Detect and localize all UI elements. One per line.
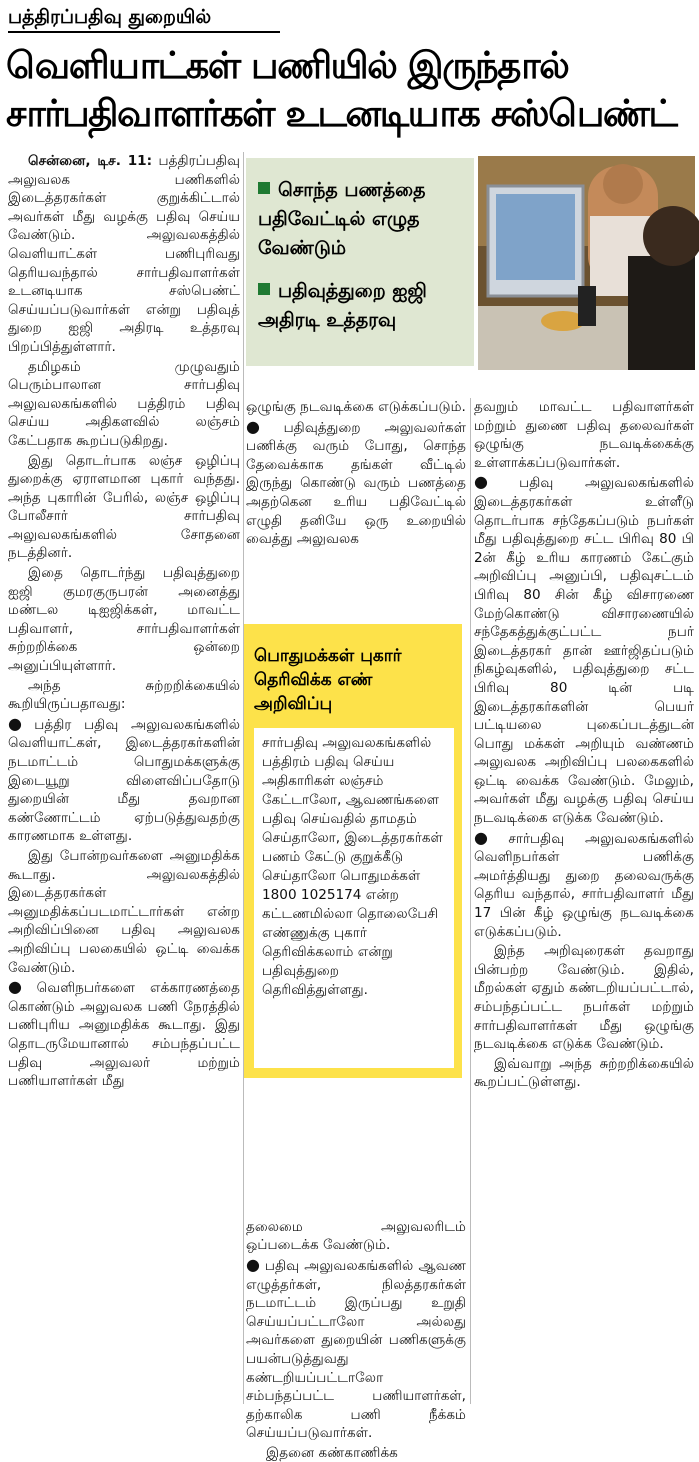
section-kicker: பத்திரப்பதிவு துறையில் <box>8 3 280 33</box>
paragraph-text: பத்திரப்பதிவு அலுவலக பணிகளில் இடைத்தரகர்கள் குறுக்கிட்டால் அவர்கள் மீது வழக்கு பதிவு செய்ய வேண்டும். அலுவலகத்தில் வெளியாட்கள் பணிபுரிவது தெரியவந்தால் சார்பதிவாளர்கள் உடனடியாக சஸ்பெண்ட் செய்யப்படுவார்கள் என்று பதிவுத் துறை ஐஜி அதிரடி உத்தரவு பிறப்பித்துள்ளார். <box>8 153 240 355</box>
paragraph-text: இது தொடர்பாக லஞ்ச ஒழிப்பு துறைக்கு ஏராளமான புகார் வந்தது. அந்த புகாரின் பேரில், லஞ்ச ஒழிப்பு போலீசார் சார்பதிவு அலுவலகங்களில் சோதனை நடத்தினர். <box>8 452 240 562</box>
paragraph-text: தமிழகம் முழுவதும் பெரும்பாலான சார்பதிவு அலுவலகங்களில் பத்திரம் பதிவு செய்ய அதிகளவில் லஞ்சம் கேட்பதாக கூறப்படுகிறது. <box>8 358 240 449</box>
bullet-icon: ● <box>246 1254 261 1274</box>
paragraph-text: தவறும் மாவட்ட பதிவாளர்கள் மற்றும் துணை பதிவு தலைவர்கள் ஒழுங்கு நடவடிக்கைக்கு உள்ளாக்கப்படுவார்கள். <box>474 399 694 471</box>
paragraph <box>8 358 240 451</box>
complaint-number-box <box>244 624 462 1078</box>
paragraph <box>474 398 694 472</box>
paragraph-text: பதிவுத்துறை அலுவலர்கள் பணிக்கு வரும் போது, சொந்த தேவைக்காக தங்கள் வீட்டில் இருந்து கொண்டு வரும் பணத்தை அதற்கென உரிய பதிவேட்டில் எழுதி தனியே ஒரு உறையில் வைத்து அலுவலக <box>246 419 466 548</box>
bullet-icon: ● <box>246 416 280 436</box>
paragraph <box>8 715 240 846</box>
paragraph-text: சார்பதிவு அலுவலகங்களில் வெளிநபர்கள் பணிக்கு அமர்த்தியது துறை தலைவருக்கு தெரிய வந்தால், சார்பதிவாளர் மீது 17 பின் கீழ் ஒழுங்கு நடவடிக்கை எடுக்கப்படும். <box>474 830 694 940</box>
highlight-text: பதிவுத்துறை ஐஜி அதிரடி உத்தரவு <box>258 280 427 331</box>
paragraph-text: இவ்வாறு அந்த சுற்றறிக்கையில் கூறப்பட்டுள்ளது. <box>474 1055 694 1091</box>
paragraph <box>474 473 694 827</box>
box-title: பொதுமக்கள் புகார் தெரிவிக்க எண் அறிவிப்பு <box>254 646 402 714</box>
paragraph <box>8 847 240 977</box>
paragraph-text: பதிவு அலுவலகங்களில் இடைத்தரகர்கள் உள்ளீடு தொடர்பாக சந்தேகப்படும் நபர்கள் மீது பதிவுத்துறை சட்ட பிரிவு 80 பி 2ன் கீழ் உரிய காரணம் கேட்கும் அறிவிப்பு அனுப்பி, பதிவுசட்டம் பிரிவு 80 சின் கீழ் விசாரணை மேற்கொண்டு விசாரணையில் சந்தேகத்துக்குட்பட்ட நபர் இடைத்தரகர் தான் ஊர்ஜிதப்படும் நிகழ்வுகளில், பதிவுத்துறை சட்ட பிரிவு 80 டின் படி இடைத்தரகர்களின் பெயர் பட்டியலை புகைப்படத்துடன் பொது மக்கள் அறியும் வண்ணம் அலுவலக அறிவிப்பு பலகைகளில் ஒட்டி வைக்க வேண்டும். மேலும், அவர்கள் மீது வழக்கு பதிவு செய்ய நடவடிக்கை எடுக்க வேண்டும். <box>474 475 694 827</box>
office-photo-illustration <box>478 156 695 370</box>
article-column-3 <box>474 398 694 1404</box>
paragraph <box>246 398 466 417</box>
column-divider <box>470 398 471 1404</box>
highlights-box <box>246 158 474 366</box>
paragraph <box>246 418 466 549</box>
paragraph-text: தலைமை அலுவலரிடம் ஒப்படைக்க வேண்டும். <box>246 1218 466 1254</box>
article-column-1 <box>8 152 240 1404</box>
paragraph <box>246 1444 466 1462</box>
paragraph <box>8 978 240 1091</box>
paragraph-text: வெளிநபர்களை எக்காரணத்தை கொண்டும் அலுவலக பணி நேரத்தில் பணிபுரிய அனுமதிக்க கூடாது. இது தொடருமேயானால் சம்பந்தப்பட்ட பதிவு அலுவலர் மற்றும் பணியாளர்கள் மீது <box>8 980 240 1090</box>
paragraph <box>8 677 240 714</box>
paragraph <box>246 1256 466 1443</box>
paragraph-text: இதை தொடர்ந்து பதிவுத்துறை ஐஜி குமரகுருபரன் அனைத்து மண்டல டிஐஜிக்கள், மாவட்ட பதிவாளர், சார்பதிவாளர்கள் சுற்றறிக்கை ஒன்றை அனுப்பியுள்ளார். <box>8 565 240 675</box>
box-body: சார்பதிவு அலுவலகங்களில் பத்திரம் பதிவு செய்ய அதிகாரிகள் லஞ்சம் கேட்டாலோ, ஆவணங்களை பதிவு செய்வதில் தாமதம் செய்தாலோ, இடைத்தரகர்கள் பணம் கேட்டு குறுக்கீடு செய்தாலோ பொதுமக்கள் 1800 1025174 என்ற கட்டணமில்லா தொலைபேசி எண்ணுக்கு புகார் தெரிவிக்கலாம் என்று பதிவுத்துறை தெரிவித்துள்ளது. <box>254 728 454 1068</box>
paragraph <box>474 829 694 942</box>
paragraph <box>8 564 240 676</box>
paragraph-text: இந்த அறிவுரைகள் தவறாது பின்பற்ற வேண்டும். இதில், மீறல்கள் ஏதும் கண்டறியப்பட்டால், சம்பந்தப்பட்ட நபர்கள் மற்றும் சார்பதிவாளர்கள் மீது ஒழுங்கு நடவடிக்கை எடுக்க வேண்டும். <box>474 943 694 1053</box>
paragraph <box>246 1218 466 1255</box>
photo-icon <box>478 156 695 370</box>
paragraph-text: இது போன்றவர்களை அனுமதிக்க கூடாது. அலுவலகத்தில் இடைத்தரகர்கள் அனுமதிக்கப்படமாட்டார்கள் என்ற அறிவிப்பினை பதிவு அலுவலக அறிவிப்பு பலகையில் ஒட்டி வைக்க வேண்டும். <box>8 847 240 976</box>
bullet-icon: ● <box>8 713 31 733</box>
headline-line-2: சார்பதிவாளர்கள் உடனடியாக சஸ்பெண்ட் <box>6 92 677 135</box>
paragraph-text: பத்திர பதிவு அலுவலகங்களில் வெளியாட்கள், இடைத்தரகர்களின் நடமாட்டம் பொதுமக்களுக்கு இடையூறு விளைவிப்பதோடு துறையின் மீது தவறான கண்ணோட்டம் ஏற்படுத்துவதற்கு காரணமாக உள்ளது. <box>8 716 240 845</box>
highlight-item <box>258 176 464 263</box>
highlight-item <box>258 277 464 335</box>
paragraph <box>8 152 240 357</box>
paragraph <box>474 1055 694 1092</box>
headline-line-1: வெளியாட்கள் பணியில் இருந்தால் <box>6 44 569 87</box>
bullet-icon: ● <box>474 827 505 847</box>
bullet-icon: ● <box>474 472 516 492</box>
paragraph-text: இதனை கண்காணிக்க <box>266 1444 398 1461</box>
paragraph-text: ஒழுங்கு நடவடிக்கை எடுக்கப்படும். <box>246 399 466 415</box>
paragraph-text: பதிவு அலுவலகங்களில் ஆவண எழுத்தர்கள், நிலத்தரகர்கள் நடமாட்டம் இருப்பது உறுதி செய்யப்பட்டாலோ அல்லது அவர்களை துறையின் பணிகளுக்கு பயன்படுத்துவது கண்டறியப்பட்டாலோ சம்பந்தப்பட்ட பணியாளர்கள், தற்காலிக பணி நீக்கம் செய்யப்படுவார்கள். <box>246 1257 467 1442</box>
paragraph-text: அந்த சுற்றறிக்கையில் கூறியிருப்பதாவது: <box>8 677 240 713</box>
square-bullet-icon <box>258 182 270 194</box>
paragraph <box>8 452 240 564</box>
highlight-text: சொந்த பணத்தை பதிவேட்டில் எழுத வேண்டும் <box>258 179 426 259</box>
bullet-icon: ● <box>8 977 33 997</box>
square-bullet-icon <box>258 283 270 295</box>
paragraph <box>474 942 694 1054</box>
dateline: சென்னை, டிச. 11: <box>28 153 153 169</box>
